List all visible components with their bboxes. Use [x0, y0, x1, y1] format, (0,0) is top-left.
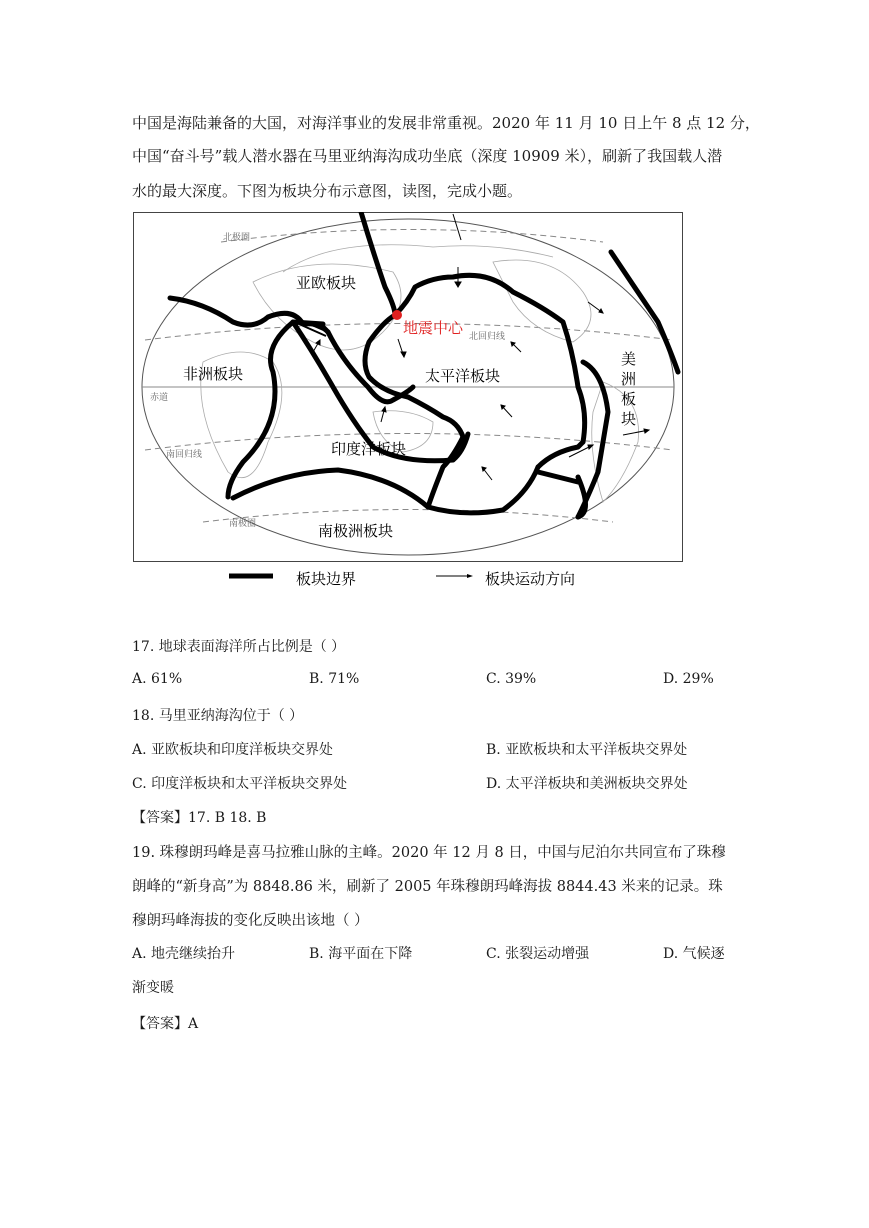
- label-african-plate: 非洲板块: [183, 365, 244, 383]
- legend-direction-label: 板块运动方向: [485, 570, 576, 588]
- label-tropic-cancer: 北回归线: [469, 332, 506, 342]
- q17-option-a: A. 61%: [132, 671, 183, 687]
- label-arctic-circle: 北极圈: [223, 233, 251, 243]
- q17-option-b: B. 71%: [309, 671, 360, 687]
- q18-option-c: C. 印度洋板块和太平洋板块交界处: [132, 776, 348, 792]
- q19-option-b: B. 海平面在下降: [309, 946, 413, 962]
- q19-option-c: C. 张裂运动增强: [486, 946, 590, 962]
- label-antarctic-plate: 南极洲板块: [318, 522, 394, 540]
- label-american-plate-1: 美: [621, 350, 637, 368]
- legend-boundary-label: 板块边界: [296, 570, 357, 588]
- intro-line-3: 水的最大深度。下图为板块分布示意图，读图，完成小题。: [132, 182, 523, 200]
- label-eurasian-plate: 亚欧板块: [296, 274, 357, 292]
- map-legend: [133, 564, 683, 594]
- question-19-line-1: 19. 珠穆朗玛峰是喜马拉雅山脉的主峰。2020 年 12 月 8 日，中国与尼泊尔共同宣布了珠穆: [132, 845, 726, 861]
- q18-option-b: B. 亚欧板块和太平洋板块交界处: [486, 742, 688, 758]
- epicenter-dot: [392, 310, 402, 320]
- plate-map-svg: [133, 212, 683, 562]
- label-equator: 赤道: [150, 393, 169, 403]
- label-american-plate-3: 板: [621, 390, 637, 408]
- q18-option-a: A. 亚欧板块和印度洋板块交界处: [132, 742, 334, 758]
- q17-option-c: C. 39%: [486, 671, 537, 687]
- label-american-plate-4: 块: [621, 410, 637, 428]
- intro-line-1: 中国是海陆兼备的大国，对海洋事业的发展非常重视。2020 年 11 月 10 日上午 8 点 12 分，: [132, 114, 760, 132]
- answer-19: 【答案】A: [132, 1016, 199, 1032]
- q19-option-d-line-2: 渐变暖: [132, 980, 174, 996]
- question-19-line-3: 穆朗玛峰海拔的变化反映出该地（ ）: [132, 913, 369, 929]
- question-19-line-2: 朗峰的“新身高”为 8848.86 米，刷新了 2005 年珠穆朗玛峰海拔 8844.43 米来的记录。珠: [132, 879, 723, 895]
- label-tropic-capricorn: 南回归线: [166, 450, 203, 460]
- legend-arrowhead: [467, 574, 473, 578]
- label-american-plate-2: 洲: [621, 370, 637, 388]
- intro-line-2: 中国“奋斗号”载人潜水器在马里亚纳海沟成功坐底（深度 10909 米），刷新了我国载人潜: [132, 147, 723, 165]
- q19-option-d-line-1: D. 气候逐: [663, 946, 725, 962]
- legend-svg: [133, 564, 683, 594]
- question-17-stem: 17. 地球表面海洋所占比例是（ ）: [132, 639, 346, 655]
- label-epicenter: 地震中心: [403, 319, 464, 337]
- label-indian-plate: 印度洋板块: [331, 440, 407, 458]
- q18-option-d: D. 太平洋板块和美洲板块交界处: [486, 776, 688, 792]
- answer-17-18: 【答案】17. B 18. B: [132, 810, 267, 826]
- q17-option-d: D. 29%: [663, 671, 714, 687]
- question-18-stem: 18. 马里亚纳海沟位于（ ）: [132, 708, 304, 724]
- q19-option-a: A. 地壳继续抬升: [132, 946, 236, 962]
- label-antarctic-circle: 南极圈: [229, 519, 257, 529]
- plate-map: [133, 212, 683, 562]
- label-pacific-plate: 太平洋板块: [425, 367, 501, 385]
